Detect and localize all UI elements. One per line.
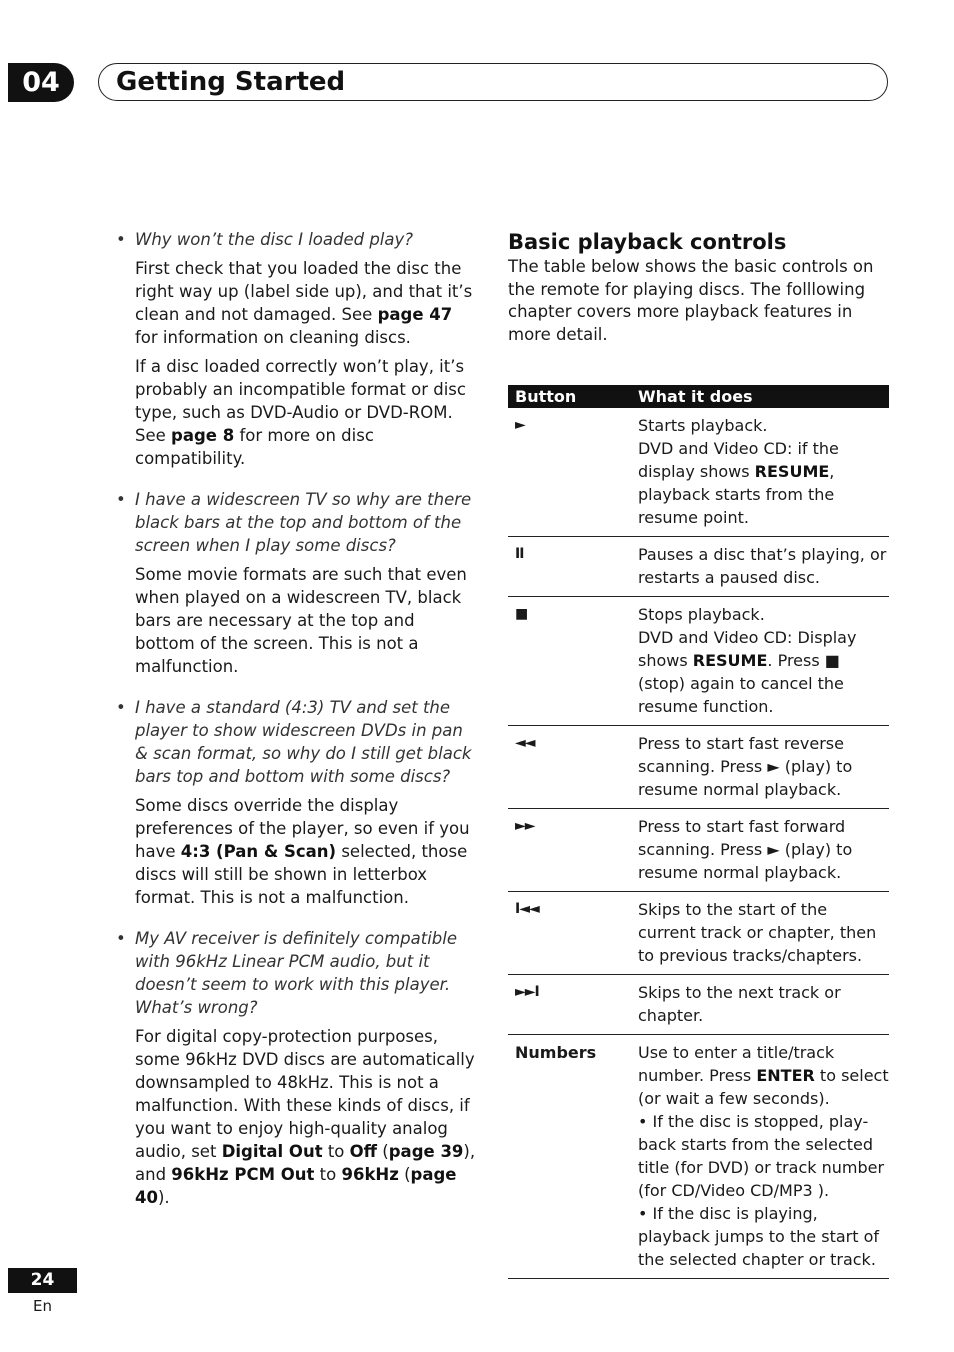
faq-question: • My AV receiver is definitely compatible with 96kHz Linear PCM audio, but it doesn’t seem to work with this player. What’s wrong?: [116, 929, 457, 1017]
page-number: 24: [8, 1268, 77, 1293]
faq-item: [116, 228, 476, 470]
fast-forward-icon: ►►: [508, 809, 631, 892]
faq-question: • I have a widescreen TV so why are there black bars at the top and bottom of the screen when I play some discs?: [116, 490, 472, 555]
faq-question-text: I have a standard (4:3) TV and set the player to show widescreen DVDs in pan & scan format, so why do I still get black bars top and bottom with some discs?: [135, 698, 472, 786]
table-row: [508, 597, 889, 726]
faq-answer: Some discs override the display preferences of the player, so even if you have 4:3 (Pan & Scan) selected, those discs will still be shown in letterbox format. This is not a malfunction.: [135, 796, 470, 907]
table-row: [508, 408, 889, 537]
skip-previous-icon: I◄◄: [508, 892, 631, 975]
playback-section: [508, 228, 889, 346]
column-header-what: What it does: [631, 385, 889, 408]
chapter-number: 04: [8, 63, 74, 102]
table-header-row: [508, 385, 889, 408]
faq-question-text: Why won’t the disc I loaded play?: [135, 230, 414, 249]
faq-answer: First check that you loaded the disc the right way up (label side up), and that it’s clean and not damaged. See page 47 for information on cleaning discs. If a disc loaded correctly won’t play, it’s probably an incompatible format or disc type, such as DVD-Audio or DVD-ROM. See page 8 for more on disc compatibility.: [135, 259, 473, 468]
row-description: Starts playback. DVD and Video CD: if the display shows RESUME, playback starts from the resume point.: [631, 408, 889, 537]
row-description: Skips to the start of the current track or chapter, then to previous tracks/chapters.: [631, 892, 889, 975]
faq-answer: Some movie formats are such that even when played on a widescreen TV, black bars are necessary at the top and bottom of the screen. This is not a malfunction.: [135, 565, 467, 676]
language-label: En: [33, 1297, 52, 1315]
controls-table: [508, 385, 889, 1279]
table-row: [508, 1035, 889, 1279]
row-description: Pauses a disc that’s playing, or restarts a paused disc.: [631, 537, 889, 597]
chapter-title: Getting Started: [116, 67, 346, 97]
section-intro: The table below shows the basic controls on the remote for playing discs. The folllowing chapter covers more playback features in more detail.: [508, 257, 874, 344]
rewind-icon: ◄◄: [508, 726, 631, 809]
row-description: Press to start fast reverse scanning. Press ► (play) to resume normal playback.: [631, 726, 889, 809]
faq-item: [116, 927, 476, 1209]
table-row: [508, 892, 889, 975]
skip-next-icon: ►►I: [508, 975, 631, 1035]
faq-item: [116, 488, 476, 678]
faq-question: • Why won’t the disc I loaded play?: [116, 230, 414, 249]
page-ref: page 8: [171, 426, 235, 445]
pause-icon: II: [508, 537, 631, 597]
faq-question-text: I have a widescreen TV so why are there black bars at the top and bottom of the screen when I play some discs?: [135, 490, 472, 555]
faq-question: • I have a standard (4:3) TV and set the player to show widescreen DVDs in pan & scan format, so why do I still get black bars top and bottom with some discs?: [116, 698, 472, 786]
table-row: [508, 809, 889, 892]
row-description: Skips to the next track or chapter.: [631, 975, 889, 1035]
table-row: [508, 726, 889, 809]
section-title: Basic playback controls: [508, 230, 787, 254]
table-row: [508, 537, 889, 597]
faq-question-text: My AV receiver is definitely compatible with 96kHz Linear PCM audio, but it doesn’t seem to work with this player. What’s wrong?: [135, 929, 457, 1017]
faq-column: [116, 228, 476, 1227]
faq-answer: For digital copy-protection purposes, some 96kHz DVD discs are automatically downsampled to 48kHz. This is not a malfunction. With these kinds of discs, if you want to enjoy high-quality analog audio, set Digital Out to Off (page 39), and 96kHz PCM Out to 96kHz (page 40).: [135, 1027, 476, 1207]
column-header-button: Button: [508, 385, 631, 408]
row-description: Stops playback. DVD and Video CD: Display shows RESUME. Press ■ (stop) again to cancel the resume function.: [631, 597, 889, 726]
faq-item: [116, 696, 476, 909]
numbers-label: Numbers: [508, 1035, 631, 1279]
play-icon: ►: [508, 408, 631, 537]
row-description: Use to enter a title/track number. Press ENTER to select (or wait a few seconds). • If the disc is stopped, play-back starts from the selected title (for DVD) or track number (for CD/Video CD/MP3 ). • If the disc is playing, playback jumps to the start of the selected chapter or track.: [631, 1035, 889, 1279]
row-description: Press to start fast forward scanning. Press ► (play) to resume normal playback.: [631, 809, 889, 892]
table-row: [508, 975, 889, 1035]
page-ref: page 47: [377, 305, 453, 324]
stop-icon: ■: [508, 597, 631, 726]
